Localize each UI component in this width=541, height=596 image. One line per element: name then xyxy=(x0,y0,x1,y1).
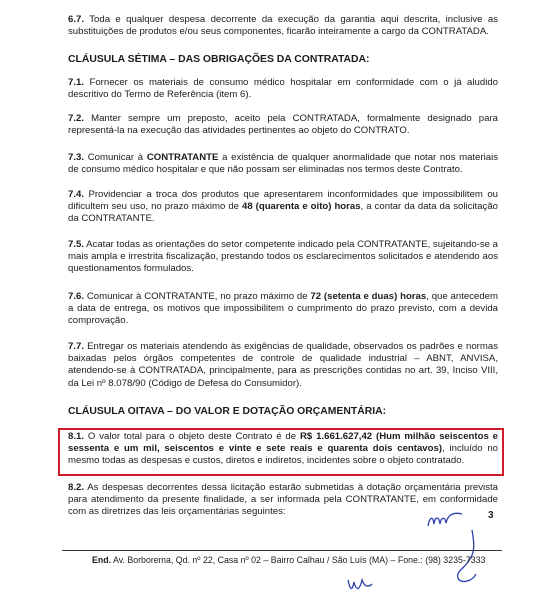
clause-number: 7.4. xyxy=(68,189,85,200)
clause-text-bold: 48 (quarenta e oito) horas xyxy=(241,201,361,213)
clause-text: Toda e qualquer despesa decorrente da execução da garantia aqui descrita, inclusive as substituições de produtos e/ou seus componentes, ficarão inteiramente a cargo da CONTRATADA. xyxy=(68,14,498,38)
clause-7-2 xyxy=(68,113,498,137)
clause-6-7 xyxy=(68,14,498,38)
clause-number: 7.5. xyxy=(68,239,85,250)
clause-number: 7.2. xyxy=(68,113,85,124)
clause-text-bold: 72 (setenta e duas) horas xyxy=(310,291,427,302)
page-number: 3 xyxy=(488,510,494,521)
clause-text-pre: Comunicar à xyxy=(84,152,147,163)
clause-number: 8.1. xyxy=(68,431,85,442)
clause-8-1 xyxy=(68,431,498,468)
footer-address xyxy=(92,555,512,566)
clause-number: 7.6. xyxy=(68,291,85,302)
clause-text-pre: Comunicar à CONTRATANTE, no prazo máximo de xyxy=(84,291,311,302)
clause-text-bold: R$ 1.661.627,42 (Hum milhão seiscentos e sessenta e um mil, seiscentos e vinte e sete reais e quarenta dois centavos) xyxy=(68,431,498,455)
clause-7-1 xyxy=(68,77,498,101)
footer-label: End. xyxy=(92,555,112,565)
footer-divider xyxy=(62,550,502,551)
clause-text-pre: O valor total para o objeto deste Contrato é de xyxy=(84,431,300,442)
clause-7-4 xyxy=(68,189,498,226)
clause-7-3 xyxy=(68,152,498,176)
clause-text-post: a existência de qualquer anormalidade que notar nos materiais de consumo médico hospitalar e que não possam ser eliminadas nos termos deste Contrato. xyxy=(68,152,498,176)
clause-number: 8.2. xyxy=(68,482,85,493)
clause-7-5 xyxy=(68,239,498,276)
clause-text-post: , que antecedem a data de entrega, os motivos que impossibilitem o cumprimento do prazo previsto, com a devida comprovação. xyxy=(68,291,498,327)
clause-text: Manter sempre um preposto, aceito pela CONTRATADA, formalmente designado para representá-la na execução das atividades pertinentes ao objeto do CONTRATO. xyxy=(68,113,498,137)
signature-mark xyxy=(346,574,376,594)
footer-text: Av. Borborema, Qd. nº 22, Casa nº 02 – Bairro Calhau / São Luís (MA) – Fone.: (98) 3235-7333 xyxy=(111,555,486,565)
clause-text-post: , incluído no mesmo todas as despesas e custos, diretos e indiretos, incidentes sobre o objeto contratado. xyxy=(68,443,498,467)
clause-number: 7.7. xyxy=(68,341,85,352)
clause-7-7 xyxy=(68,341,498,390)
clause-number: 7.1. xyxy=(68,77,85,88)
clause-number: 6.7. xyxy=(68,14,85,25)
clause-7-6 xyxy=(68,291,498,328)
clause-text-post: , a contar da data da solicitação da CONTRATANTE. xyxy=(68,201,498,225)
initials-signature xyxy=(426,508,466,530)
clause-text: As despesas decorrentes dessa licitação estarão submetidas à dotação orçamentária prevista para atendimento da presente finalidade, a ser informada pela CONTRATANTE, em conformidade com as diretrizes das leis orçamentárias seguintes: xyxy=(68,482,498,518)
clause-text-bold: CONTRATANTE xyxy=(146,152,219,163)
clause-number: 7.3. xyxy=(68,152,85,163)
clause-text: Acatar todas as orientações do setor competente indicado pela CONTRATANTE, sujeitando-se a mais ampla e irrestrita fiscalização, prestando todos os esclarecimentos solicitados e atendendo aos questionamentos formulados. xyxy=(68,239,499,275)
clause-text: Fornecer os materiais de consumo médico hospitalar em conformidade com o já aludido descritivo do Termo de Referência (item 6). xyxy=(68,77,498,101)
clause-text: Entregar os materiais atendendo às exigências de qualidade, observados os padrões e normas baixadas pelos órgãos competentes de controle de qualidade industrial – ABNT, ANVISA, atendendo-se à CONTRATADA, principalmente, para as prescrições contidas no art. 39, Inciso VIII, da Lei nº 8.078/90 (Código de Defesa do Consumidor). xyxy=(68,341,498,389)
clause-text-pre: Providenciar a troca dos produtos que apresentarem inconformidades que impossibilitem ou dificultem seu uso, no prazo máximo de xyxy=(68,189,498,213)
clause-8-heading: CLÁUSULA OITAVA – DO VALOR E DOTAÇÃO ORÇAMENTÁRIA: xyxy=(68,406,387,417)
clause-7-heading: CLÁUSULA SÉTIMA – DAS OBRIGAÇÕES DA CONTRATADA: xyxy=(68,54,370,65)
